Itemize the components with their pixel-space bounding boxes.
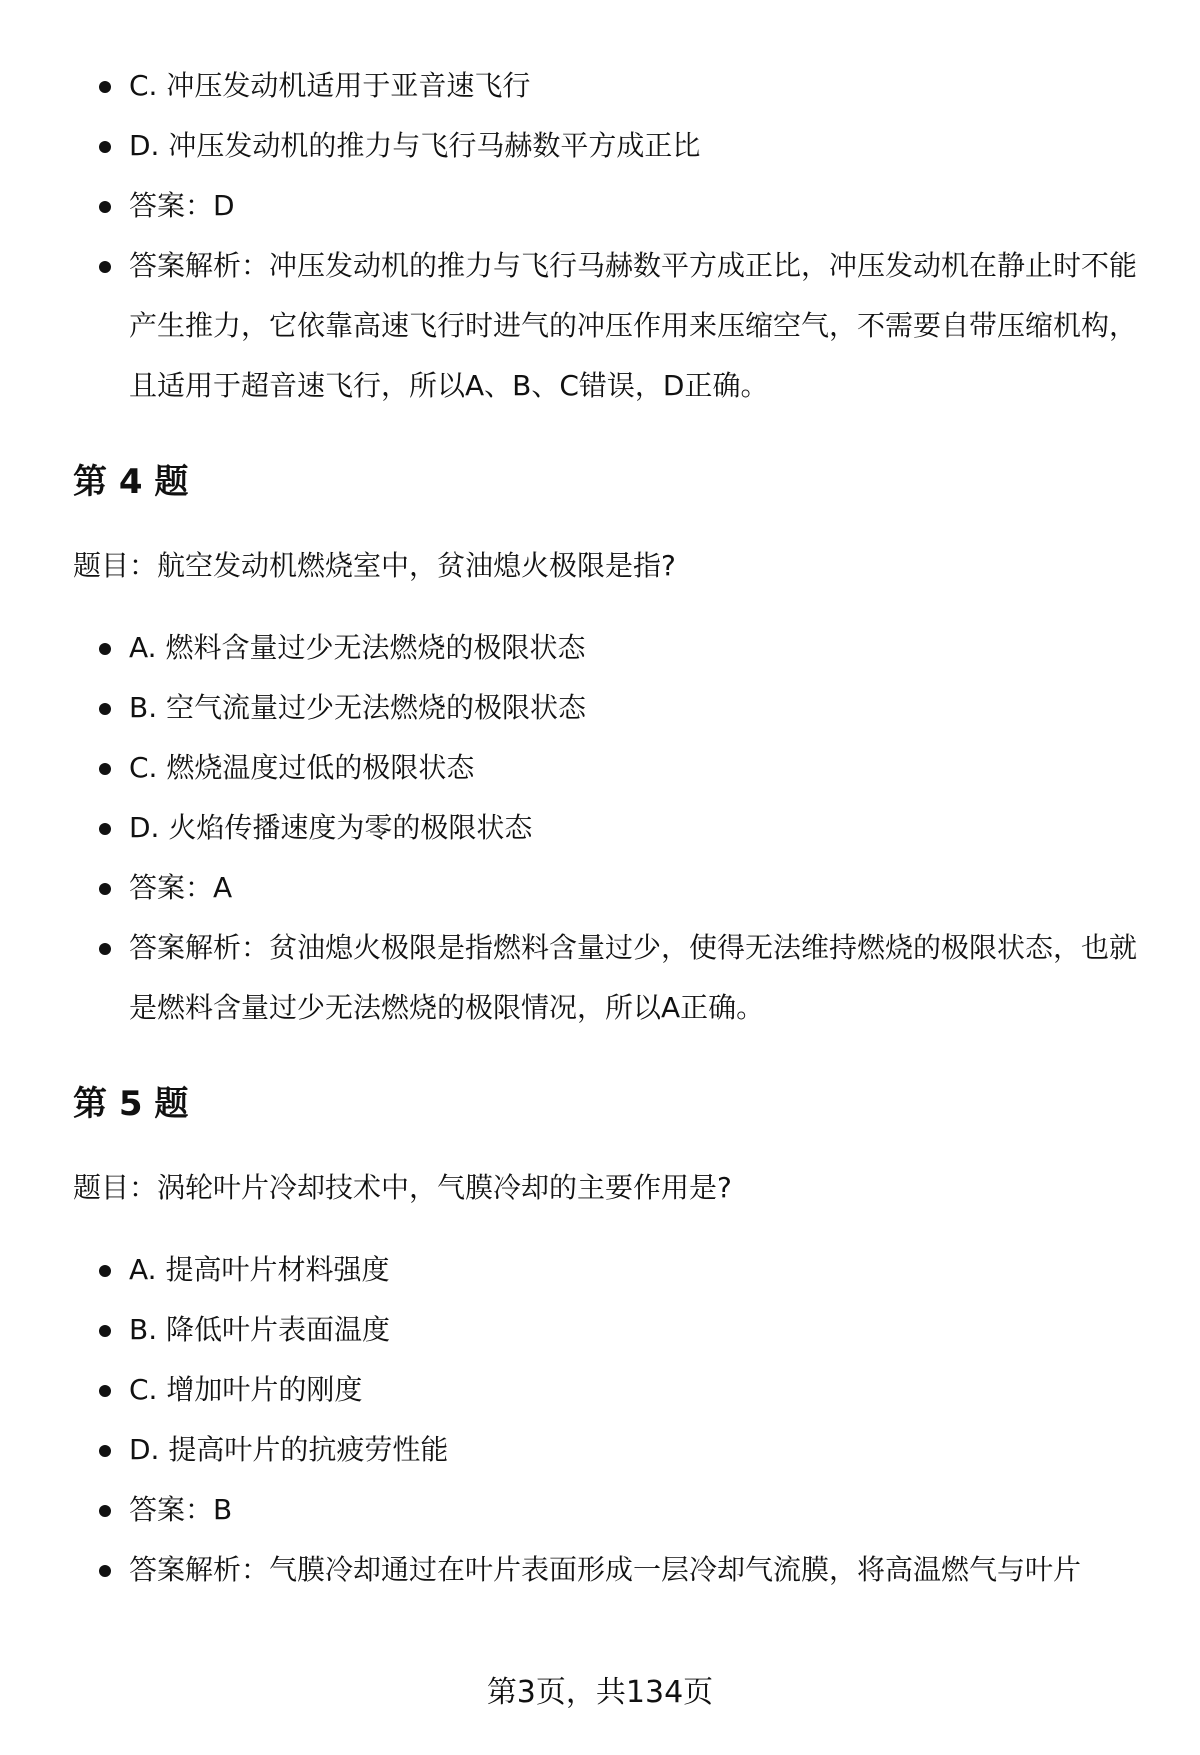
prev-question-items <box>73 56 1143 416</box>
question-stem: 题目：航空发动机燃烧室中，贫油熄火极限是指? <box>73 549 676 582</box>
option-d: D. 提高叶片的抗疲劳性能 <box>73 1420 1143 1480</box>
answer-explanation: 答案解析：贫油熄火极限是指燃料含量过少，使得无法维持燃烧的极限状态，也就是燃料含量过少无法燃烧的极限情况，所以A正确。 <box>73 918 1143 1038</box>
question-stem: 题目：涡轮叶片冷却技术中，气膜冷却的主要作用是? <box>73 1171 732 1204</box>
option-d: D. 火焰传播速度为零的极限状态 <box>73 798 1143 858</box>
option-c: C. 冲压发动机适用于亚音速飞行 <box>73 56 1143 116</box>
answer: 答案：A <box>73 858 1143 918</box>
answer-explanation: 答案解析：冲压发动机的推力与飞行马赫数平方成正比，冲压发动机在静止时不能产生推力，它依靠高速飞行时进气的冲压作用来压缩空气，不需要自带压缩机构，且适用于超音速飞行，所以A、B、C错误，D正确。 <box>73 236 1143 416</box>
question-items <box>73 1240 1143 1600</box>
question-4 <box>73 458 1143 1038</box>
document-content <box>73 56 1143 1600</box>
option-d: D. 冲压发动机的推力与飞行马赫数平方成正比 <box>73 116 1143 176</box>
answer: 答案：D <box>73 176 1143 236</box>
question-heading: 第 5 题 <box>73 1084 189 1124</box>
answer: 答案：B <box>73 1480 1143 1540</box>
page-number: 第3页，共134页 <box>486 1675 714 1710</box>
option-b: B. 降低叶片表面温度 <box>73 1300 1143 1360</box>
answer-explanation: 答案解析：气膜冷却通过在叶片表面形成一层冷却气流膜，将高温燃气与叶片 <box>73 1540 1143 1600</box>
option-a: A. 提高叶片材料强度 <box>73 1240 1143 1300</box>
option-c: C. 燃烧温度过低的极限状态 <box>73 738 1143 798</box>
option-a: A. 燃料含量过少无法燃烧的极限状态 <box>73 618 1143 678</box>
question-5 <box>73 1080 1143 1600</box>
question-heading: 第 4 题 <box>73 462 189 502</box>
question-items <box>73 618 1143 1038</box>
option-b: B. 空气流量过少无法燃烧的极限状态 <box>73 678 1143 738</box>
option-c: C. 增加叶片的刚度 <box>73 1360 1143 1420</box>
